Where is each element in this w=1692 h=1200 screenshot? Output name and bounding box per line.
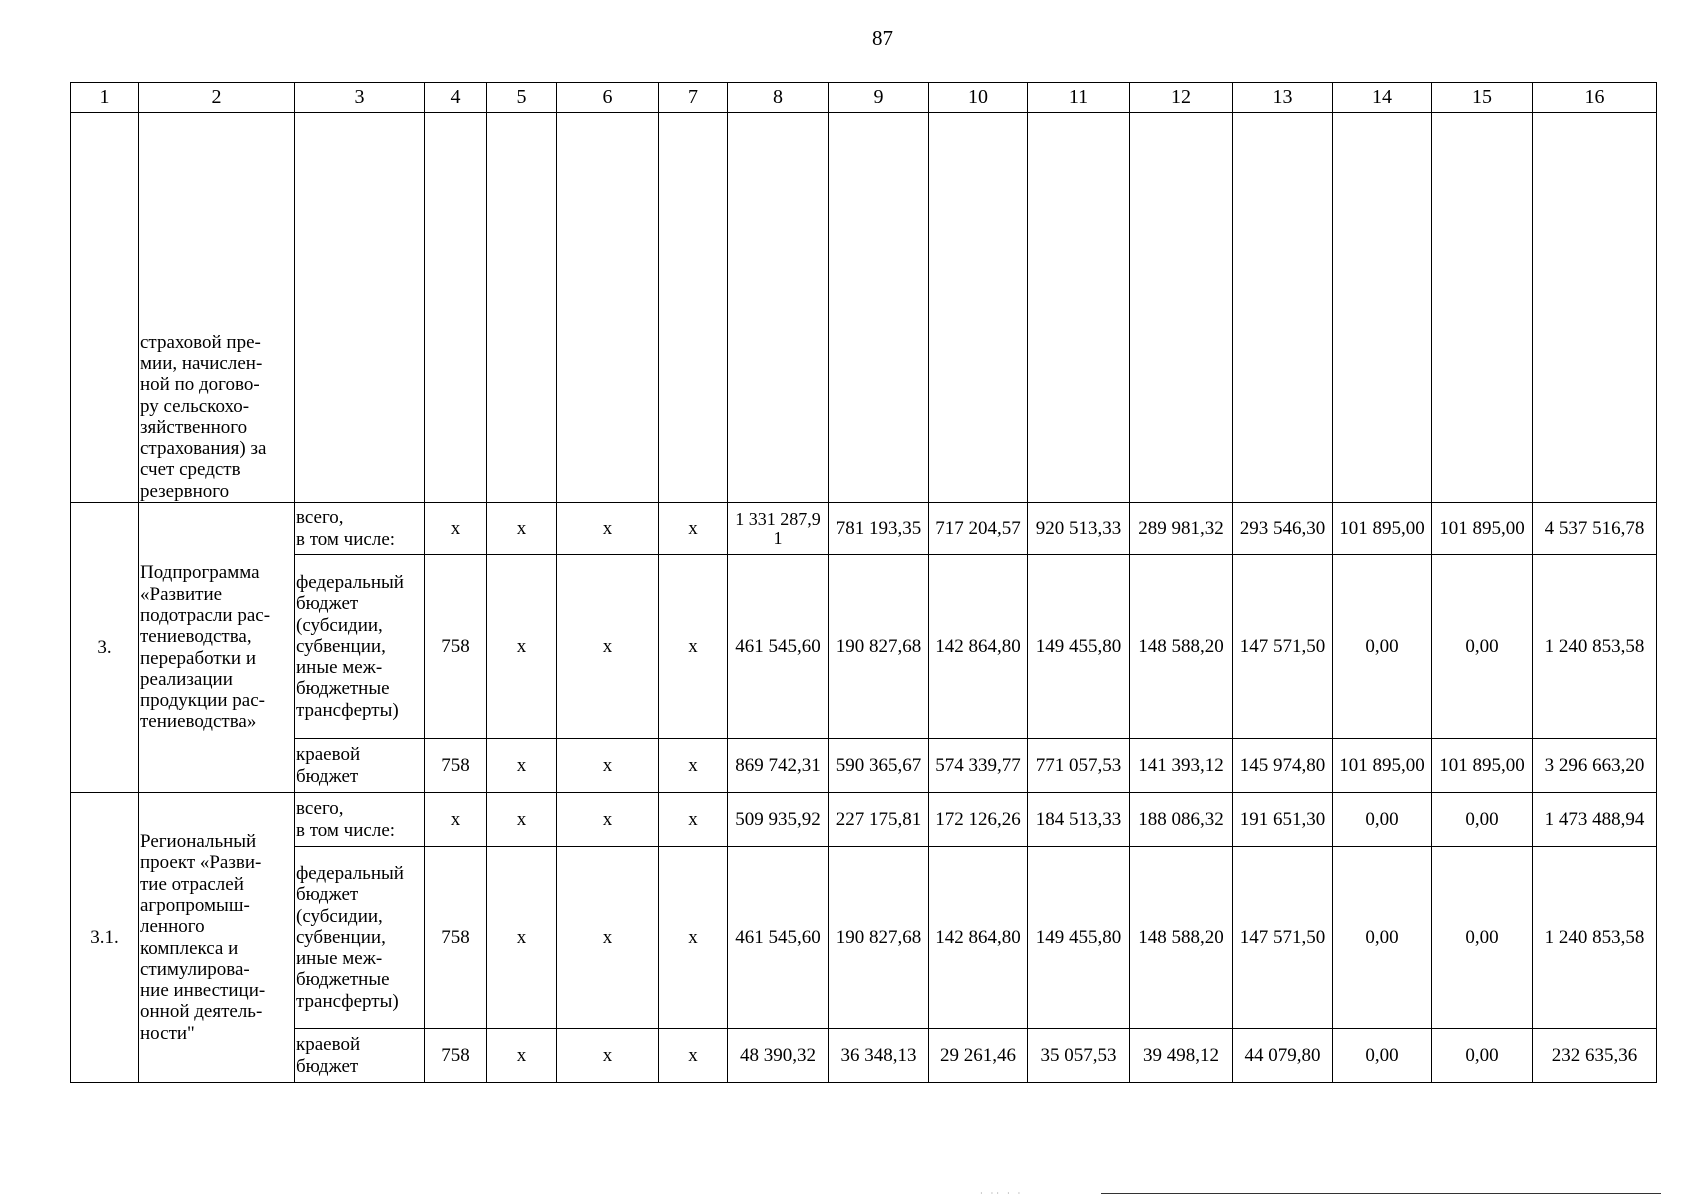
page-number: 87 — [872, 26, 893, 50]
table-cell: 190 827,68 — [829, 555, 929, 739]
table-cell: 142 864,80 — [929, 847, 1028, 1029]
funding-source: всего, в том числе: — [296, 798, 396, 841]
table-cell: х — [487, 793, 557, 847]
column-number: 12 — [1130, 83, 1233, 113]
table-cell: 184 513,33 — [1028, 793, 1130, 847]
table-cell: 0,00 — [1333, 1029, 1432, 1083]
table-cell: 758 — [425, 847, 487, 1029]
table-cell: 758 — [425, 739, 487, 793]
table-cell: х — [557, 555, 659, 739]
row-number: 3. — [71, 503, 139, 793]
table-cell: х — [659, 503, 728, 555]
table-cell: х — [557, 739, 659, 793]
column-number: 2 — [139, 83, 295, 113]
column-number: 3 — [295, 83, 425, 113]
table-cell: х — [425, 793, 487, 847]
table-cell: х — [659, 847, 728, 1029]
table-cell: 758 — [425, 555, 487, 739]
column-number: 11 — [1028, 83, 1130, 113]
table-cell: х — [487, 1029, 557, 1083]
table-cell: 574 339,77 — [929, 739, 1028, 793]
table-row — [71, 555, 1657, 739]
continuation-row — [71, 113, 1657, 503]
table-row — [71, 847, 1657, 1029]
table-cell: 149 455,80 — [1028, 847, 1130, 1029]
table-cell: х — [659, 793, 728, 847]
table-cell: х — [659, 739, 728, 793]
table-cell: 145 974,80 — [1233, 739, 1333, 793]
table-cell: х — [557, 847, 659, 1029]
table-cell: х — [659, 555, 728, 739]
table-cell: 101 895,00 — [1333, 503, 1432, 555]
table-cell: х — [557, 1029, 659, 1083]
table-cell: 869 742,31 — [728, 739, 829, 793]
table-cell: 771 057,53 — [1028, 739, 1130, 793]
table-cell: 0,00 — [1432, 555, 1533, 739]
table-cell: 232 635,36 — [1533, 1029, 1657, 1083]
funding-source: федеральный бюджет (субсидии, субвенции, иные меж- бюджетные трансферты) — [296, 572, 404, 721]
table-cell: 4 537 516,78 — [1533, 503, 1657, 555]
column-number-row — [71, 83, 1657, 113]
table-cell: 0,00 — [1333, 793, 1432, 847]
table-cell: 147 571,50 — [1233, 555, 1333, 739]
table-cell: 0,00 — [1333, 847, 1432, 1029]
table-cell: 44 079,80 — [1233, 1029, 1333, 1083]
column-number: 9 — [829, 83, 929, 113]
column-number: 10 — [929, 83, 1028, 113]
table-cell: 148 588,20 — [1130, 555, 1233, 739]
table-cell: 101 895,00 — [1333, 739, 1432, 793]
table-cell: 590 365,67 — [829, 739, 929, 793]
table-cell: 0,00 — [1432, 793, 1533, 847]
table-cell: 509 935,92 — [728, 793, 829, 847]
table-cell: 227 175,81 — [829, 793, 929, 847]
table-cell: 147 571,50 — [1233, 847, 1333, 1029]
column-number: 14 — [1333, 83, 1432, 113]
table-cell: 35 057,53 — [1028, 1029, 1130, 1083]
table-cell: 461 545,60 — [728, 555, 829, 739]
table-cell: 758 — [425, 1029, 487, 1083]
table-cell: 148 588,20 — [1130, 847, 1233, 1029]
table-cell: 1 331 287,9 1 — [735, 508, 821, 548]
table-cell: 101 895,00 — [1432, 503, 1533, 555]
table-cell: 172 126,26 — [929, 793, 1028, 847]
table-cell: 0,00 — [1333, 555, 1432, 739]
table-cell: 1 240 853,58 — [1533, 555, 1657, 739]
table-cell: х — [425, 503, 487, 555]
column-number: 6 — [557, 83, 659, 113]
table-cell: х — [557, 793, 659, 847]
column-number: 4 — [425, 83, 487, 113]
program-name: Подпрограмма «Развитие подотрасли рас- тениеводства, переработки и реализации продукции рас- тениеводства» — [140, 562, 271, 733]
row-number: 3.1. — [71, 793, 139, 1083]
table-cell: 289 981,32 — [1130, 503, 1233, 555]
funding-source: краевой бюджет — [296, 744, 361, 787]
column-number: 5 — [487, 83, 557, 113]
table-cell: 0,00 — [1432, 847, 1533, 1029]
table-cell: х — [659, 1029, 728, 1083]
table-cell: 188 086,32 — [1130, 793, 1233, 847]
table-cell: 293 546,30 — [1233, 503, 1333, 555]
footer-rule — [1101, 1193, 1661, 1194]
table-cell: 1 240 853,58 — [1533, 847, 1657, 1029]
funding-source: всего, в том числе: — [296, 507, 396, 550]
scan-marks: · ·· · · — [980, 1189, 1024, 1198]
table-row — [71, 739, 1657, 793]
table-row — [71, 1029, 1657, 1083]
table-cell: 3 296 663,20 — [1533, 739, 1657, 793]
table-cell: 101 895,00 — [1432, 739, 1533, 793]
column-number: 7 — [659, 83, 728, 113]
table-cell: 48 390,32 — [728, 1029, 829, 1083]
table-cell: 920 513,33 — [1028, 503, 1130, 555]
continuation-text: страховой пре- мии, начислен- ной по догово- ру сельскохо- зяйственного страхования) за счет средств резервного — [140, 331, 267, 502]
table-cell: 36 348,13 — [829, 1029, 929, 1083]
table-cell: 461 545,60 — [728, 847, 829, 1029]
table-cell: х — [487, 555, 557, 739]
table-row — [71, 793, 1657, 847]
column-number: 8 — [728, 83, 829, 113]
column-number: 16 — [1533, 83, 1657, 113]
column-number: 15 — [1432, 83, 1533, 113]
table-cell: 1 473 488,94 — [1533, 793, 1657, 847]
column-number: 1 — [71, 83, 139, 113]
table-row — [71, 503, 1657, 555]
table-cell: 717 204,57 — [929, 503, 1028, 555]
table-cell: 0,00 — [1432, 1029, 1533, 1083]
table-cell: 190 827,68 — [829, 847, 929, 1029]
table-cell: 29 261,46 — [929, 1029, 1028, 1083]
table-cell: х — [487, 503, 557, 555]
budget-table — [70, 82, 1657, 1083]
table-cell: 781 193,35 — [829, 503, 929, 555]
table-cell: 142 864,80 — [929, 555, 1028, 739]
funding-source: федеральный бюджет (субсидии, субвенции, иные меж- бюджетные трансферты) — [296, 863, 404, 1012]
table-cell: х — [557, 503, 659, 555]
table-cell: 141 393,12 — [1130, 739, 1233, 793]
project-name: Региональный проект «Разви- тие отраслей агропромыш- ленного комплекса и стимулирова- ние инвестици- онной деятель- ности" — [140, 831, 266, 1044]
table-cell: 39 498,12 — [1130, 1029, 1233, 1083]
table-cell: х — [487, 739, 557, 793]
table-cell: 191 651,30 — [1233, 793, 1333, 847]
table-cell: 149 455,80 — [1028, 555, 1130, 739]
table-cell: х — [487, 847, 557, 1029]
funding-source: краевой бюджет — [296, 1034, 361, 1077]
column-number: 13 — [1233, 83, 1333, 113]
